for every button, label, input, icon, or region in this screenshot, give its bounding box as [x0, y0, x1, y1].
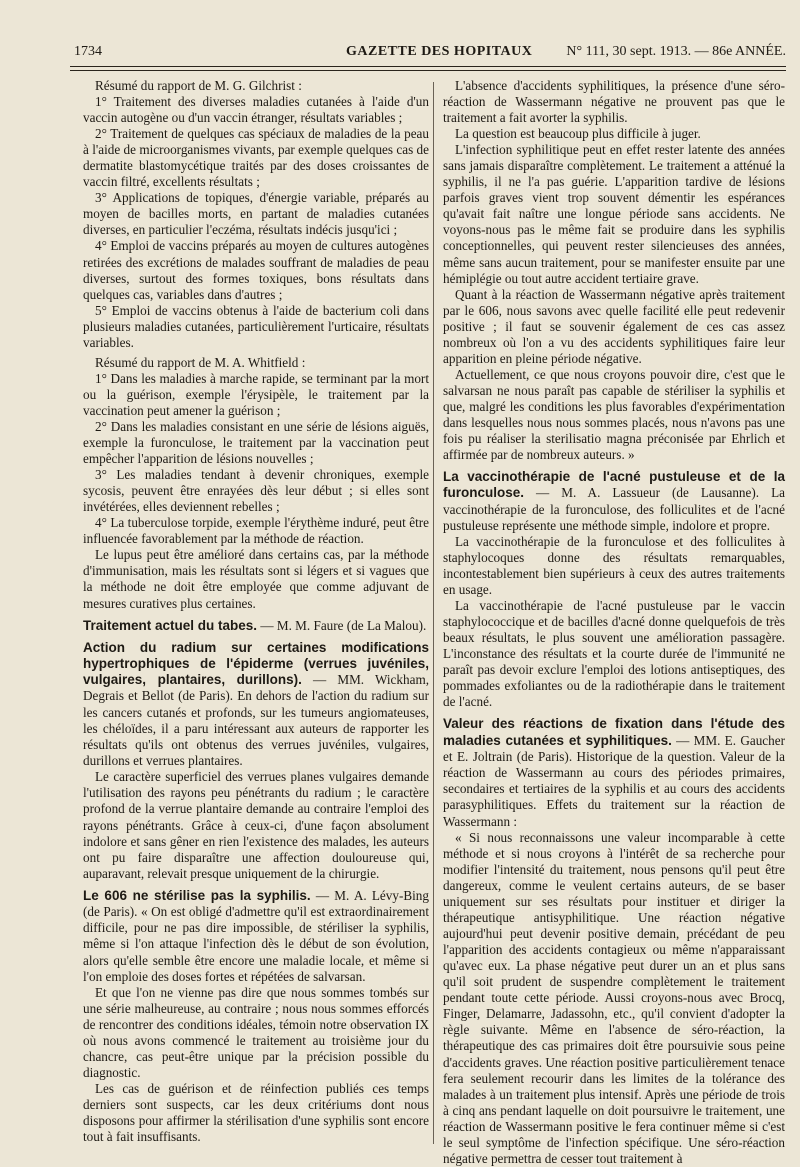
paragraph: La question est beaucoup plus difficile à juger. [455, 126, 701, 142]
paragraph: Les cas de guérison et de réinfection publiés ces temps derniers sont suspects, car les deux critériums dont nous disposons pour affirmer la stérilisation d'une syphilis sont encore tout à fait insuffisants. [83, 1081, 429, 1145]
section-body: — MM. E. Gaucher et E. Joltrain (de Paris). Historique de la question. Valeur de la réaction de Wassermann au cours des périodes primaires, secondaires et tertiaires de la syphilis et au cours des accidents parasyphilitiques. Effets du traitement sur la réaction de Wassermann : [443, 732, 785, 829]
issue-info: N° 111, 30 sept. 1913. — 86e ANNÉE. [566, 44, 786, 59]
paragraph: La vaccinothérapie de la furonculose et des folliculites à staphylocoques donne des résultats remarquables, incontestablement bien supérieurs à ceux des autres traitements en usage. [443, 533, 785, 598]
paragraph: Actuellement, ce que nous croyons pouvoir dire, c'est que le salvarsan ne nous paraît pas capable de stériliser la syphilis et que, malgré les conditions les plus favorables d'expérimentation dans lesquelles nous nous sommes placés, nous n'avons pas une fois pu réaliser la sterilisatio magna préconisée par Ehrlich et affirmée par de nombreux auteurs. » [443, 366, 785, 463]
paragraph: Le caractère superficiel des verrues planes vulgaires demande l'utilisation des rayons peu pénétrants du radium ; le caractère profond de la verrue plantaire demande au contraire l'emploi des rayons pénétrants. Grâce à ceux-ci, d'une façon absolument indolore et sans gêner en rien l'existence des malades, les auteurs ont pu faire disparaître une affection douloureuse qui, auparavant, relevait presque uniquement de la chirurgie. [83, 769, 429, 881]
section-heading-paragraph [83, 618, 429, 634]
paragraph: 1° Traitement des diverses maladies cutanées à l'aide d'un vaccin autogène ou d'un vaccin étranger, résultats variables ; [83, 94, 429, 126]
section-title: La vaccinothérapie de l'acné pustuleuse et de la furonculose. [443, 469, 785, 501]
paragraph: L'infection syphilitique peut en effet rester latente des années sans jamais disparaître complètement. Le traitement a atténué la syphilis, il ne l'a pas guérie. L'apparition tardive de lésions parfois graves vient trop souvent démentir les espérances qu'avait fait naître une longue période sans accidents. Ne voyons-nous pas le même fait se produire dans les syphilis conceptionnelles, qui peuvent rester silencieuses des années, même sans aucun traitement, pour se manifester ensuite par une hémiplégie ou tout autre accident tertiaire grave. [443, 142, 785, 286]
section-title: Valeur des réactions de fixation dans l'étude des maladies cutanées et syphilitiques. [443, 716, 785, 748]
header-rule-double [70, 70, 786, 71]
section-heading-paragraph [443, 716, 785, 829]
paragraph: 3° Applications de topiques, d'énergie variable, préparés au moyen de bacilles morts, en partant de maladies cutanées diverses, en particulier l'eczéma, résultats indécis jusqu'ici ; [83, 190, 429, 238]
paragraph: 2° Dans les maladies consistant en une série de lésions aiguës, exemple la furonculose, le traitement par la vaccination peut empêcher l'apparition de lésions nouvelles ; [83, 418, 429, 467]
paragraph: La vaccinothérapie de l'acné pustuleuse par le vaccin staphylococcique et de bacilles d'acné donne quelquefois de très beaux résultats, le plus souvent une amélioration passagère. L'inconstance des résultats et la courte durée de l'immunité ne paraît pas devoir exclure l'emploi des lotions antiseptiques, des pommades exfoliantes ou de la radiothérapie dans le traitement de l'acné. [443, 598, 785, 710]
paragraph: « Si nous reconnaissons une valeur incomparable à cette méthode et si nous croyons à l'intérêt de sa recherche pour modifier l'intensité du traitement, nous pensons qu'il peut être dangereux, comme le veulent certains auteurs, de se baser uniquement sur ses résultats pour instituer et diriger la thérapeutique antisyphilitique. Une réaction négative aujourd'hui peut devenir positive demain, précédant de peu l'apparition des accidents contagieux ou même n'apparaissant qu'avec eux. La phase négative peut durer un an et plus sans qu'il soit prudent de suspendre complètement le traitement pendant toute cette période. Aussi croyons-nous avec Brocq, Finger, Delamarre, Jadassohn, etc., qu'il convient d'adopter la règle suivante. Même en l'absence de séro-réaction, la thérapeutique des cas primaires doit être poursuivie sous peine d'accidents graves. Une réaction positive particulièrement tenace fera seulement recourir dans les limites de la tolérance des malades à un traitement plus intensif. Après une période de trois à cinq ans pendant laquelle on doit poursuivre le traitement, une réaction de Wassermann positive le fera continuer même si c'est le seul symptôme de l'infection spécifique. Une séro-réaction négative permettra de cesser tout traitement à [443, 829, 785, 1166]
header-rule [70, 66, 786, 67]
section-heading-paragraph [443, 469, 785, 534]
section-title: Action du radium sur certaines modifications hypertrophiques de l'épiderme (verrues juvéniles, vulgaires, plantaires, durillons). [83, 639, 429, 688]
paragraph: 1° Dans les maladies à marche rapide, se terminant par la mort ou la guérison, exemple l'érysipèle, le traitement par la vaccination peut amener la guérison ; [83, 370, 429, 418]
section-title: Traitement actuel du tabes. [83, 617, 258, 633]
paragraph: 5° Emploi de vaccins obtenus à l'aide de bacterium coli dans plusieurs maladies cutanées, particulièrement l'urticaire, résultats variables. [83, 302, 429, 350]
right-column [443, 78, 785, 1166]
paragraph: Et que l'on ne vienne pas dire que nous sommes tombés sur une série malheureuse, au contraire ; nous nous sommes efforcés de rencontrer des conditions idéales, témoin notre observation IX où nous avons commencé le traitement au troisième jour du chancre, cas peut-être unique par la précision possible du diagnostic. [83, 984, 429, 1081]
page-number: 1734 [74, 44, 102, 59]
section-heading-paragraph [83, 640, 429, 770]
paragraph: 3° Les maladies tendant à devenir chroniques, exemple sycosis, peuvent être enrayées dès leur début ; si elles sont invétérées, elles deviennent rebelles ; [83, 467, 429, 515]
paragraph: Résumé du rapport de M. A. Whitfield : [95, 354, 306, 370]
section-heading-paragraph [83, 888, 429, 985]
section-title: Le 606 ne stérilise pas la syphilis. [83, 887, 311, 903]
paragraph: 4° La tuberculose torpide, exemple l'érythème induré, peut être influencée favorablement par la méthode de réaction. [83, 515, 429, 547]
section-body: — M. A. Lassueur (de Lausanne). La vaccinothérapie de la furonculose, des folliculites et de l'acné pustuleuse représente une méthode simple, indolore et propre. [443, 485, 785, 533]
paragraph: L'absence d'accidents syphilitiques, la présence d'une séro-réaction de Wassermann négative ne prouvent pas que le traitement a fait avorter la syphilis. [443, 78, 785, 126]
paragraph: Résumé du rapport de M. G. Gilchrist : [95, 78, 302, 93]
column-divider [433, 82, 434, 1144]
section-body: — M. A. Lévy-Bing (de Paris). « On est obligé d'admettre qu'il est extraordinairement difficile, pour ne pas dire impossible, de stériliser la syphilis, même si l'on attaque l'infection dès le début de son évolution, alors qu'elle semble être encore une maladie locale, et même si l'on emploie des doses fortes et répétées de salvarsan. [83, 887, 429, 984]
paragraph: 2° Traitement de quelques cas spéciaux de maladies de la peau à l'aide de microorganismes vivants, par exemple quelques cas de dermatite blastomycétique traités par des doses croissantes de vaccin filtré, excellents résultats ; [83, 126, 429, 190]
paragraph: Quant à la réaction de Wassermann négative après traitement par le 606, nous savons avec quelle facilité elle peut redevenir positive ; il faut se souvenir également de ces cas assez nombreux où l'on a vu des accidents syphilitiques faire leur apparition en pleine période négative. [443, 286, 785, 366]
section-body: — MM. Wickham, Degrais et Bellot (de Paris). En dehors de l'action du radium sur les cancers cutanés et profonds, sur les tumeurs angiomateuses, les chéloïdes, il a paru intéressant aux auteurs de rapporter les résultats qu'ils ont obtenus des verrues juvéniles, vulgaires, durillons et verrues plantaires. [83, 672, 429, 769]
left-column [83, 78, 429, 1148]
paragraph: 4° Emploi de vaccins préparés au moyen de cultures autogènes retirées des excrétions de malades souffrant de maladies de peau diverses, surtout des formes toxiques, bons résultats dans quelques cas, variables dans d'autres ; [83, 238, 429, 302]
page-header [74, 42, 786, 64]
paragraph: Le lupus peut être amélioré dans certains cas, par la méthode d'immunisation, mais les résultats sont si légers et si vagues que la méthode ne doit être employée que comme adjuvant de mesures curatives plus certaines. [83, 547, 429, 611]
journal-title: GAZETTE DES HOPITAUX [346, 44, 533, 59]
section-body: — M. M. Faure (de La Malou). [257, 617, 427, 633]
